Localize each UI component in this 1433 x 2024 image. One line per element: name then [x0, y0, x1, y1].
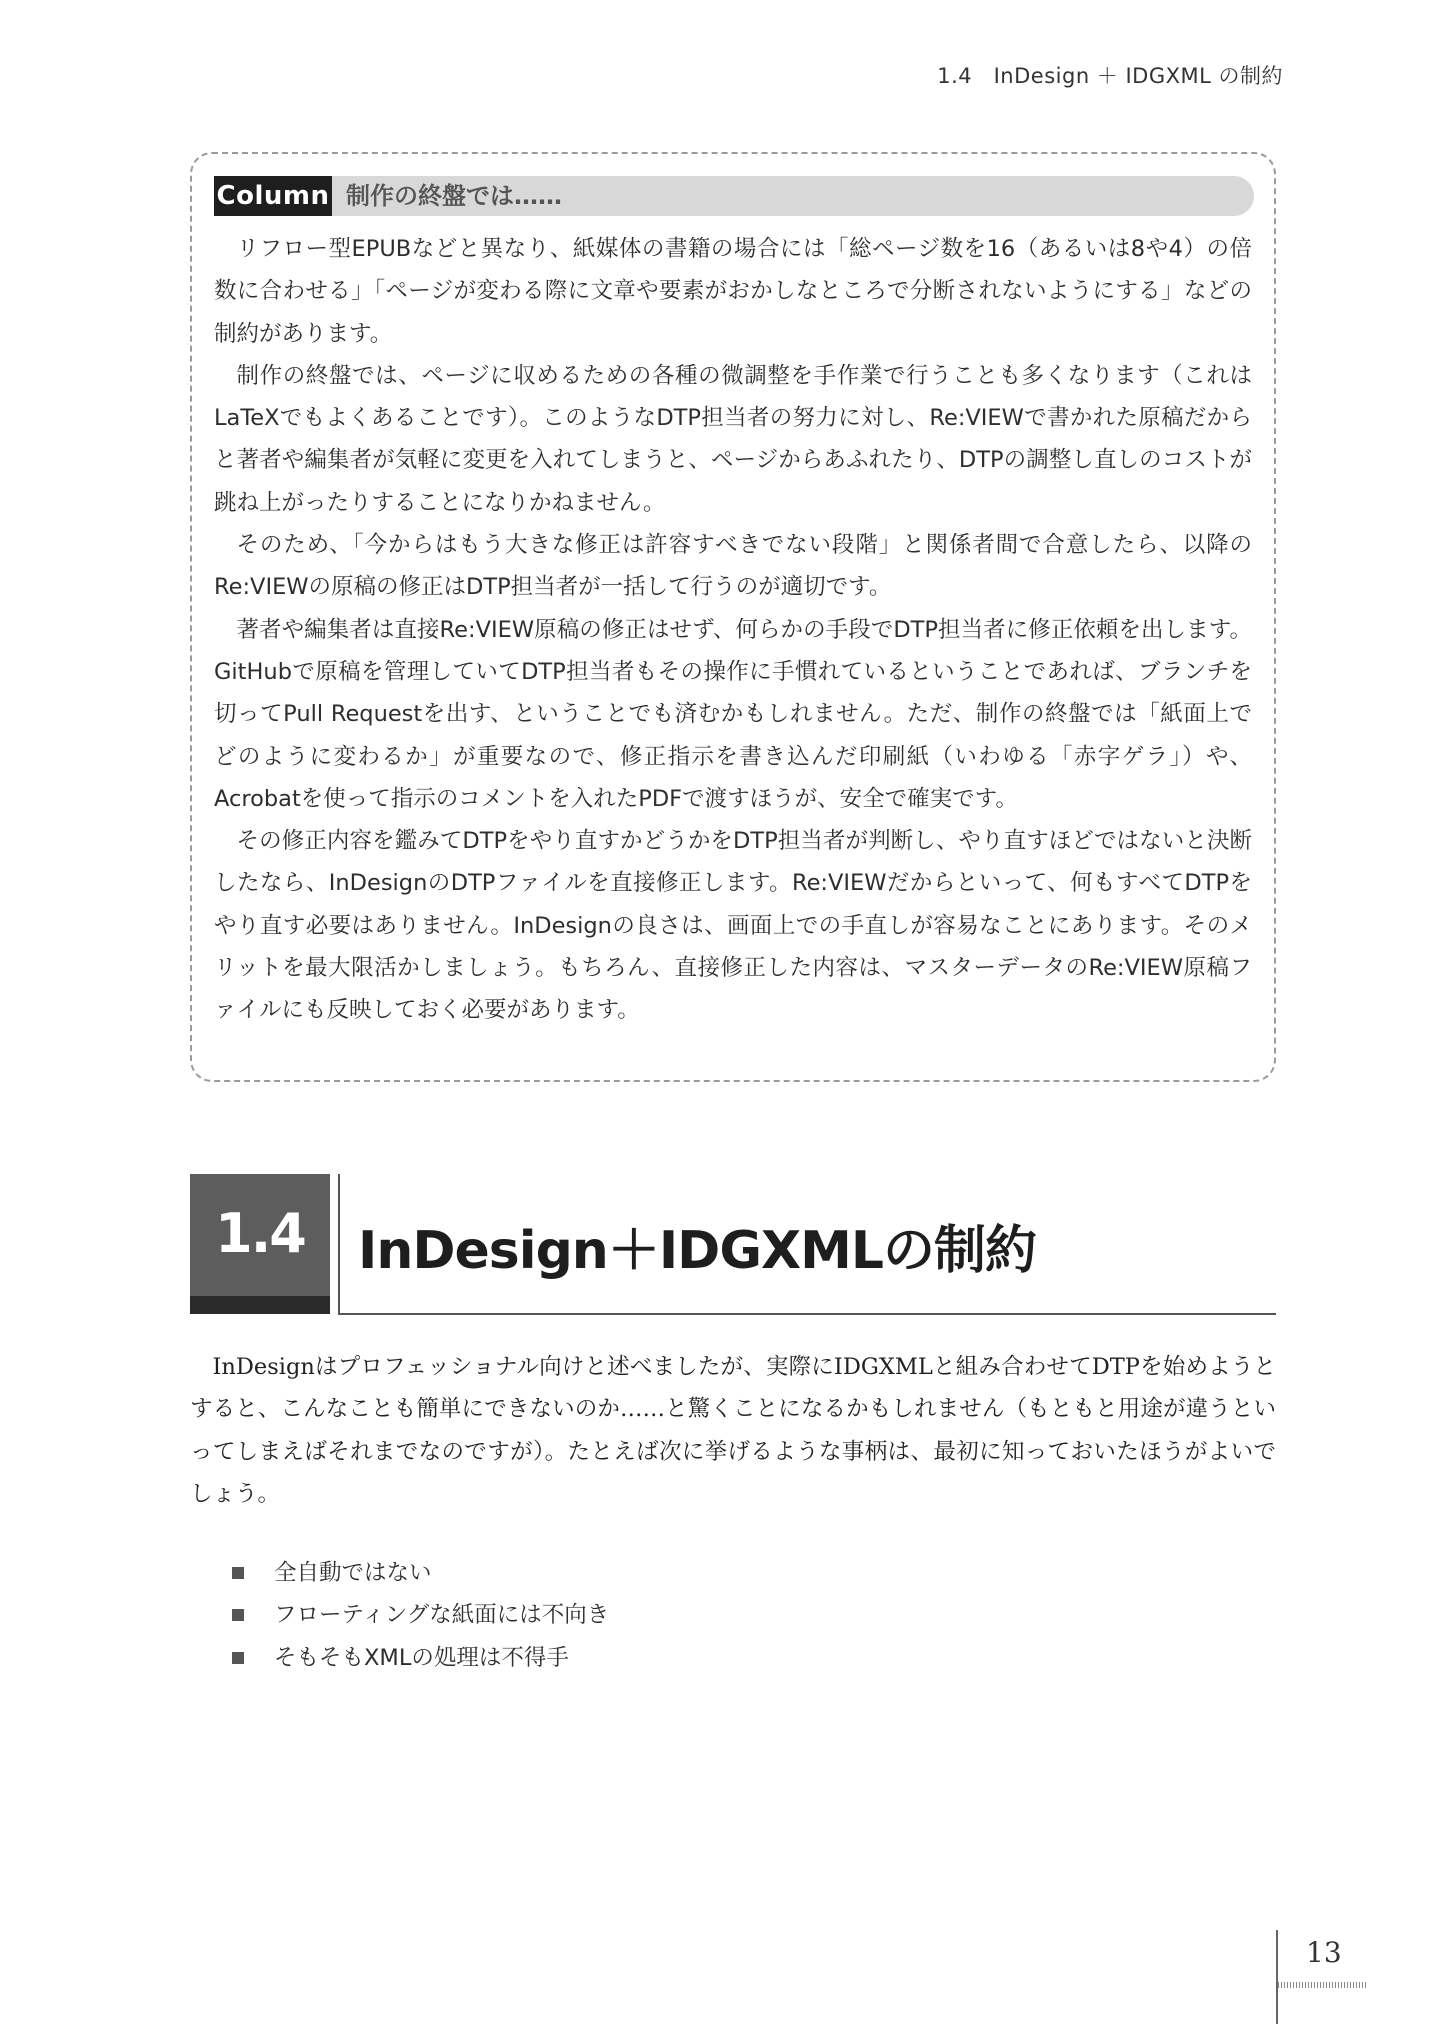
section-number-block: [190, 1174, 330, 1314]
square-bullet-icon: [232, 1652, 244, 1664]
column-body: [214, 228, 1252, 1032]
column-paragraph: リフロー型EPUBなどと異なり、紙媒体の書籍の場合には「総ページ数を16（あるいは8や4）の倍数に合わせる」「ページが変わる際に文章や要素がおかしなところで分断されないようにする」などの制約があります。: [214, 236, 1252, 347]
bullet-list: [232, 1552, 609, 1679]
section-divider-horizontal: [338, 1313, 1276, 1315]
column-titlebar: [214, 176, 1254, 216]
section-divider-vertical: [338, 1174, 340, 1314]
section-number: 1.4: [215, 1202, 305, 1265]
list-item-text: そもそもXMLの処理は不得手: [274, 1644, 569, 1671]
column-paragraph: 著者や編集者は直接Re:VIEW原稿の修正はせず、何らかの手段でDTP担当者に修正依頼を出します。GitHubで原稿を管理していてDTP担当者もその操作に手慣れているということであれば、ブランチを切ってPull Requestを出す、ということでも済むかもしれません。ただ、制作の終盤では「紙面上でどのように変わるか」が重要なので、修正指示を書き込んだ印刷紙（いわゆる「赤字ゲラ」）や、Acrobatを使って指示のコメントを入れたPDFで渡すほうが、安全で確実です。: [214, 616, 1252, 812]
body-text: [190, 1346, 1276, 1515]
square-bullet-icon: [232, 1609, 244, 1621]
list-item: [232, 1637, 609, 1679]
list-item-text: フローティングな紙面には不向き: [274, 1602, 610, 1629]
column-paragraph: そのため、「今からはもう大きな修正は許容すべきでない段階」と関係者間で合意したら、以降のRe:VIEWの原稿の修正はDTP担当者が一括して行うのが適切です。: [214, 532, 1252, 601]
column-paragraph: 制作の終盤では、ページに収めるための各種の微調整を手作業で行うことも多くなります（これはLaTeXでもよくあることです）。このようなDTP担当者の努力に対し、Re:VIEWで書かれた原稿だからと著者や編集者が気軽に変更を入れてしまうと、ページからあふれたり、DTPの調整し直しのコストが跳ね上がったりすることになりかねません。: [214, 362, 1252, 516]
column-paragraph: その修正内容を鑑みてDTPをやり直すかどうかをDTP担当者が判断し、やり直すほどではないと決断したなら、InDesignのDTPファイルを直接修正します。Re:VIEWだからといって、何もすべてDTPをやり直す必要はありません。InDesignの良さは、画面上での手直しが容易なことにあります。そのメリットを最大限活かしましょう。もちろん、直接修正した内容は、マスターデータのRe:VIEW原稿ファイルにも反映しておく必要があります。: [214, 828, 1252, 1024]
list-item: [232, 1552, 609, 1594]
body-paragraph: InDesignはプロフェッショナル向けと述べましたが、実際にIDGXMLと組み合わせてDTPを始めようとすると、こんなことも簡単にできないのか……と驚くことになるかもしれません（もともと用途が違うといってしまえばそれまでなのですが）。たとえば次に挙げるような事柄は、最初に知っておいたほうがよいでしょう。: [190, 1354, 1276, 1507]
running-header: 1.4 InDesign ＋ IDGXML の制約: [937, 64, 1283, 88]
section-title: InDesign＋IDGXMLの制約: [358, 1221, 1036, 1281]
square-bullet-icon: [232, 1567, 244, 1579]
page-number: 13: [1306, 1936, 1342, 1969]
list-item: [232, 1594, 609, 1636]
list-item-text: 全自動ではない: [274, 1560, 432, 1586]
column-badge: Column: [214, 176, 332, 216]
page-number-dots: [1278, 1982, 1368, 1988]
column-box: [190, 152, 1276, 1082]
page-number-divider: [1276, 1930, 1278, 2024]
column-title: 制作の終盤では……: [346, 182, 562, 210]
